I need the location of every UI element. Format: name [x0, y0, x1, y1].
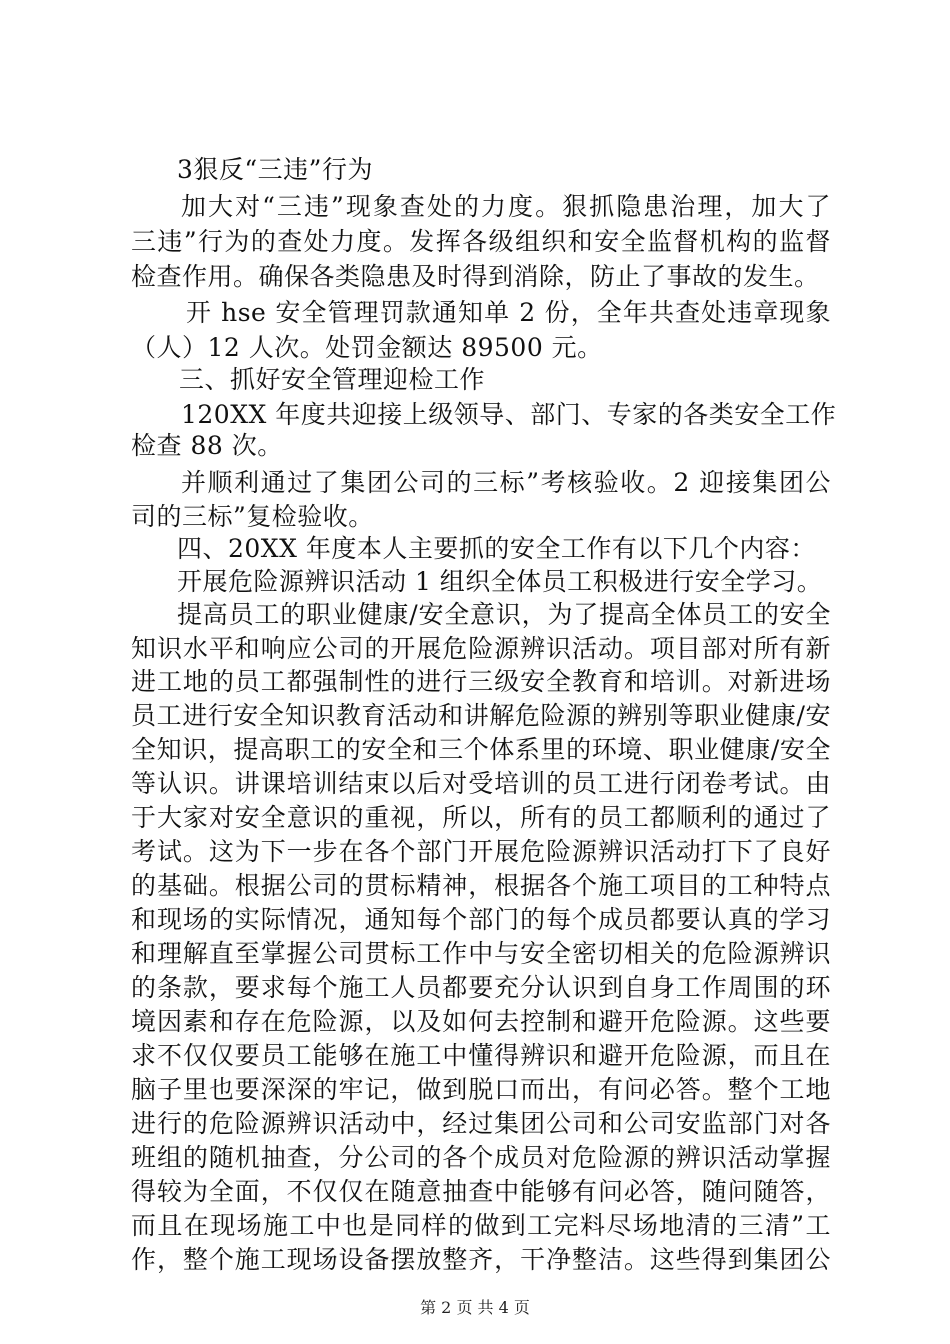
text-line-17: 员工进行安全知识教育活动和讲解危险源的辨别等职业健康/安 — [131, 701, 831, 730]
text-line-28: 脑子里也要深深的牢记，做到脱口而出，有问必答。整个工地 — [131, 1075, 831, 1104]
text-line-19: 等认识。讲课培训结束以后对受培训的员工进行闭卷考试。由 — [131, 769, 831, 798]
text-line-33: 作，整个施工现场设备摆放整齐，干净整洁。这些得到集团公 — [131, 1245, 831, 1274]
text-line-5: 开 hse 安全管理罚款通知单 2 份，全年共查处违章现象 — [186, 298, 831, 327]
text-line-9: 检查 88 次。 — [131, 431, 283, 460]
text-line-2: 加大对“三违”现象查处的力度。狠抓隐患治理，加大了 — [181, 192, 831, 221]
text-line-14: 提高员工的职业健康/安全意识，为了提高全体员工的安全 — [177, 600, 831, 629]
section-heading-3: 三、抓好安全管理迎检工作 — [179, 365, 486, 394]
text-line-8: 120XX 年度共迎接上级领导、部门、专家的各类安全工作 — [181, 400, 837, 429]
text-line-15: 知识水平和响应公司的开展危险源辨识活动。项目部对所有新 — [131, 634, 831, 663]
text-line-22: 的基础。根据公司的贯标精神，根据各个施工项目的工种特点 — [131, 871, 831, 900]
page-footer: 第 2 页 共 4 页 — [420, 1298, 530, 1317]
text-line-32: 而且在现场施工中也是同样的做到工完料尽场地清的三清”工 — [131, 1211, 831, 1240]
text-line-29: 进行的危险源辨识活动中，经过集团公司和公司安监部门对各 — [131, 1109, 831, 1138]
text-line-27: 求不仅仅要员工能够在施工中懂得辨识和避开危险源，而且在 — [131, 1041, 831, 1070]
text-line-24: 和理解直至掌握公司贯标工作中与安全密切相关的危险源辨识 — [131, 939, 831, 968]
text-line-30: 班组的随机抽查，分公司的各个成员对危险源的辨识活动掌握 — [131, 1143, 831, 1172]
text-line-18: 全知识，提高职工的安全和三个体系里的环境、职业健康/安全 — [131, 735, 831, 764]
text-line-31: 得较为全面，不仅仅在随意抽查中能够有问必答，随问随答， — [131, 1177, 831, 1206]
text-line-21: 考试。这为下一步在各个部门开展危险源辨识活动打下了良好 — [131, 837, 831, 866]
text-line-10: 并顺利通过了集团公司的三标”考核验收。2 迎接集团公 — [181, 468, 831, 497]
text-line-25: 的条款，要求每个施工人员都要充分认识到自身工作周围的环 — [131, 973, 831, 1002]
text-line-26: 境因素和存在危险源，以及如何去控制和避开危险源。这些要 — [131, 1007, 831, 1036]
text-line-1: 3狠反“三违”行为 — [177, 155, 373, 184]
text-line-16: 进工地的员工都强制性的进行三级安全教育和培训。对新进场 — [131, 667, 831, 696]
text-line-3: 三违”行为的查处力度。发挥各级组织和安全监督机构的监督 — [131, 227, 831, 256]
text-line-4: 检查作用。确保各类隐患及时得到消除，防止了事故的发生。 — [131, 262, 820, 291]
text-line-23: 和现场的实际情况，通知每个部门的每个成员都要认真的学习 — [131, 905, 831, 934]
section-heading-4: 四、20XX 年度本人主要抓的安全工作有以下几个内容： — [177, 534, 816, 563]
text-line-20: 于大家对安全意识的重视，所以，所有的员工都顺利的通过了 — [131, 803, 831, 832]
text-line-6: （人）12 人次。处罚金额达 89500 元。 — [131, 333, 603, 362]
text-line-13: 开展危险源辨识活动 1 组织全体员工积极进行安全学习。 — [177, 567, 823, 596]
text-line-11: 司的三标”复检验收。 — [131, 502, 374, 531]
